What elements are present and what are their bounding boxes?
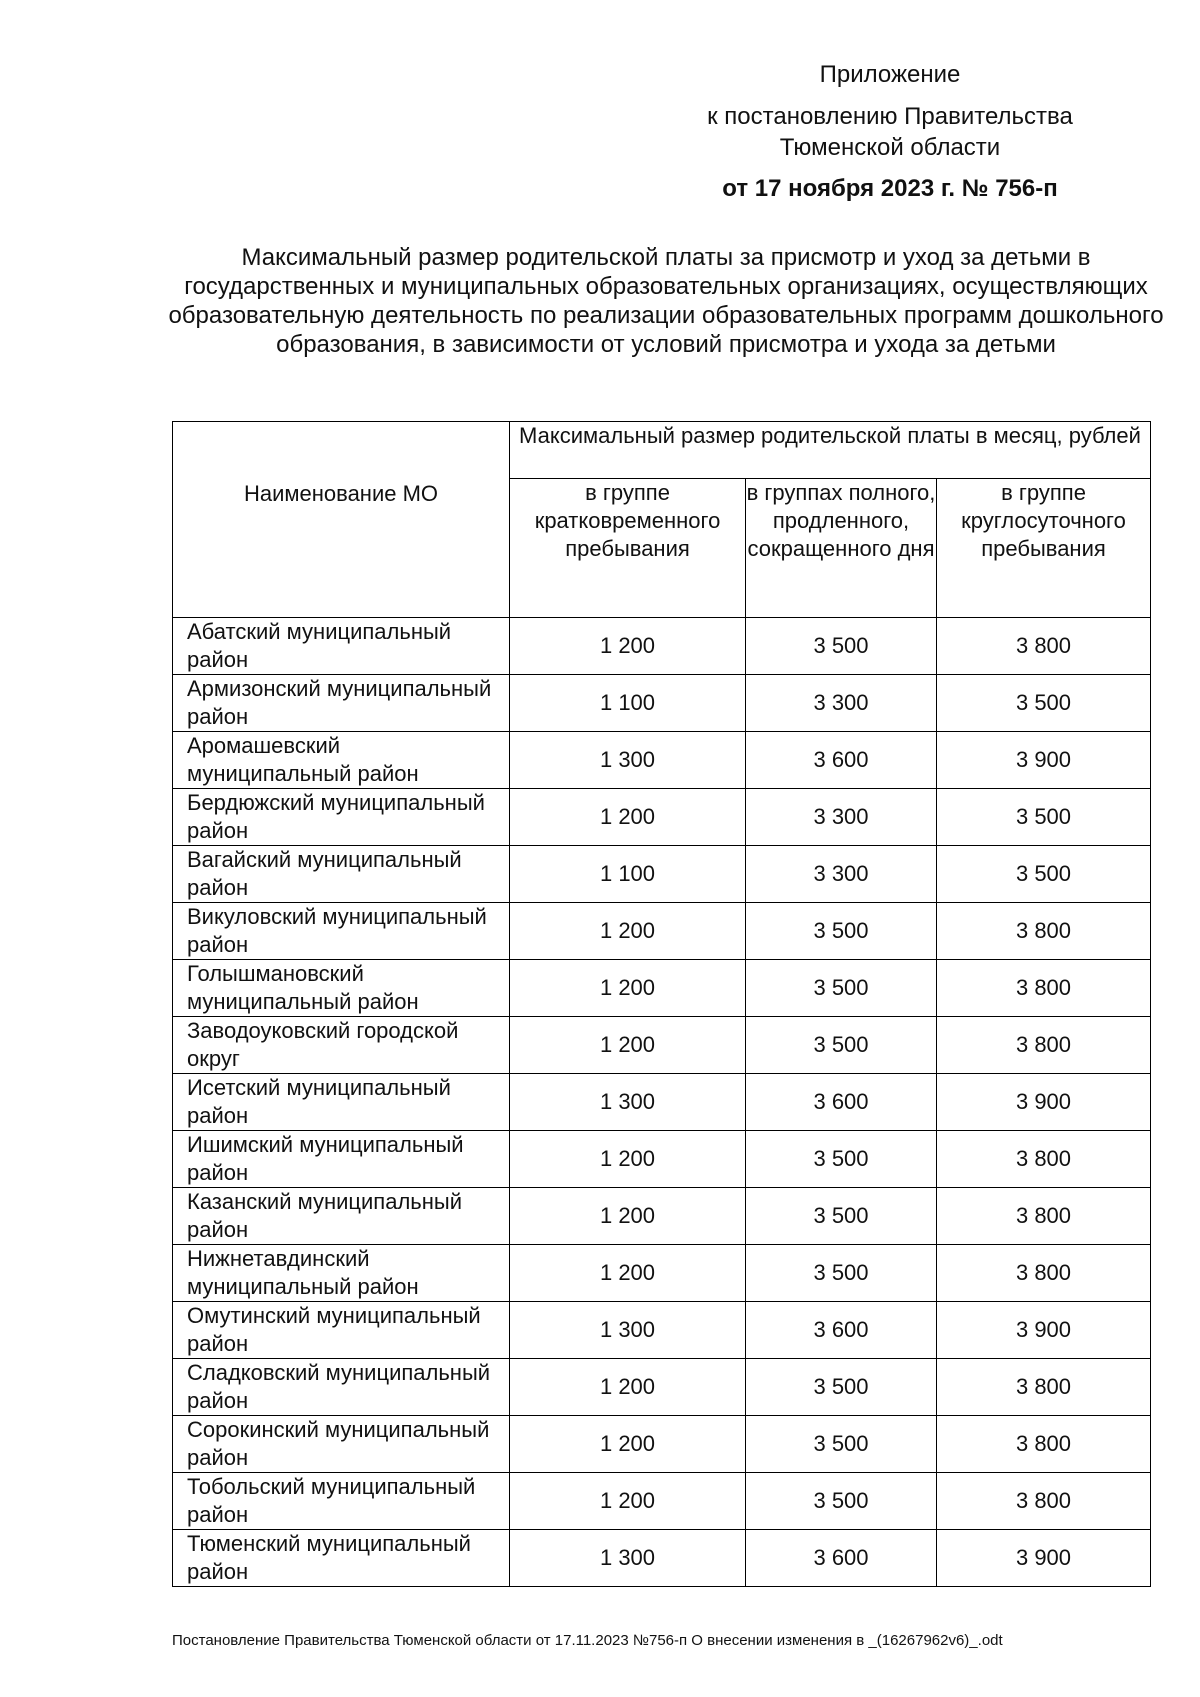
short-stay-fee-cell: 1 100 (510, 846, 746, 903)
table-row (173, 1131, 1151, 1188)
header-municipality: Наименование МО (173, 422, 510, 618)
appendix-date-number: от 17 ноября 2023 г. № 756-п (722, 175, 1058, 202)
round-the-clock-fee-cell: 3 800 (937, 960, 1151, 1017)
full-day-fee-cell: 3 500 (746, 1245, 937, 1302)
table-row (173, 846, 1151, 903)
full-day-fee-cell: 3 600 (746, 1302, 937, 1359)
round-the-clock-fee-cell: 3 900 (937, 1074, 1151, 1131)
short-stay-fee-cell: 1 300 (510, 1530, 746, 1587)
round-the-clock-fee-cell: 3 500 (937, 789, 1151, 846)
round-the-clock-fee-cell: 3 900 (937, 732, 1151, 789)
table-row (173, 1359, 1151, 1416)
municipality-cell: Сладковский муниципальный район (173, 1359, 510, 1416)
full-day-fee-cell: 3 600 (746, 1074, 937, 1131)
short-stay-fee-cell: 1 200 (510, 1359, 746, 1416)
full-day-fee-cell: 3 500 (746, 903, 937, 960)
municipality-cell: Ишимский муниципальный район (173, 1131, 510, 1188)
municipality-cell: Нижнетавдинский муниципальный район (173, 1245, 510, 1302)
full-day-fee-cell: 3 500 (746, 1359, 937, 1416)
full-day-fee-cell: 3 500 (746, 1188, 937, 1245)
full-day-fee-cell: 3 600 (746, 1530, 937, 1587)
table-row (173, 618, 1151, 675)
round-the-clock-fee-cell: 3 800 (937, 1017, 1151, 1074)
full-day-fee-cell: 3 500 (746, 618, 937, 675)
page-footer: Постановление Правительства Тюменской области от 17.11.2023 №756-п О внесении изменения в _(16267962v6)_.odt (172, 1632, 1003, 1649)
fee-table (172, 421, 1151, 1587)
table-row (173, 675, 1151, 732)
municipality-cell: Голышмановский муниципальный район (173, 960, 510, 1017)
short-stay-fee-cell: 1 200 (510, 1473, 746, 1530)
round-the-clock-fee-cell: 3 800 (937, 1131, 1151, 1188)
municipality-cell: Бердюжский муниципальный район (173, 789, 510, 846)
round-the-clock-fee-cell: 3 800 (937, 1473, 1151, 1530)
municipality-cell: Тюменский муниципальный район (173, 1530, 510, 1587)
round-the-clock-fee-cell: 3 500 (937, 675, 1151, 732)
round-the-clock-fee-cell: 3 900 (937, 1302, 1151, 1359)
round-the-clock-fee-cell: 3 800 (937, 1416, 1151, 1473)
short-stay-fee-cell: 1 200 (510, 1416, 746, 1473)
municipality-cell: Абатский муниципальный район (173, 618, 510, 675)
round-the-clock-fee-cell: 3 800 (937, 1359, 1151, 1416)
short-stay-fee-cell: 1 200 (510, 789, 746, 846)
table-row (173, 1074, 1151, 1131)
appendix-region-line: Тюменской области (779, 134, 1001, 161)
full-day-fee-cell: 3 500 (746, 960, 937, 1017)
municipality-cell: Исетский муниципальный район (173, 1074, 510, 1131)
table-row (173, 732, 1151, 789)
short-stay-fee-cell: 1 300 (510, 732, 746, 789)
table-row (173, 1245, 1151, 1302)
full-day-fee-cell: 3 500 (746, 1416, 937, 1473)
appendix-label: Приложение (819, 61, 961, 88)
header-max-fee-group: Максимальный размер родительской платы в месяц, рублей (510, 422, 1151, 479)
table-row (173, 789, 1151, 846)
table-row (173, 903, 1151, 960)
short-stay-fee-cell: 1 200 (510, 1131, 746, 1188)
municipality-cell: Викуловский муниципальный район (173, 903, 510, 960)
full-day-fee-cell: 3 600 (746, 732, 937, 789)
appendix-resolution-line: к постановлению Правительства (707, 103, 1073, 130)
municipality-cell: Аромашевский муниципальный район (173, 732, 510, 789)
short-stay-fee-cell: 1 200 (510, 960, 746, 1017)
fee-table-body (173, 618, 1151, 1587)
full-day-fee-cell: 3 300 (746, 789, 937, 846)
header-round-the-clock: в группе круглосуточного пребывания (937, 479, 1151, 618)
document-title: Максимальный размер родительской платы за присмотр и уход за детьми в государственных и муниципальных образовательных организациях, осуществляющих образовательную деятельность по реализации образовательных программ дошкольного образования, в зависимости от условий присмотра и ухода за детьми (168, 244, 1164, 358)
round-the-clock-fee-cell: 3 900 (937, 1530, 1151, 1587)
municipality-cell: Тобольский муниципальный район (173, 1473, 510, 1530)
round-the-clock-fee-cell: 3 800 (937, 618, 1151, 675)
municipality-cell: Казанский муниципальный район (173, 1188, 510, 1245)
round-the-clock-fee-cell: 3 800 (937, 1188, 1151, 1245)
short-stay-fee-cell: 1 200 (510, 618, 746, 675)
full-day-fee-cell: 3 500 (746, 1473, 937, 1530)
table-row (173, 1530, 1151, 1587)
municipality-cell: Армизонский муниципальный район (173, 675, 510, 732)
short-stay-fee-cell: 1 200 (510, 1245, 746, 1302)
full-day-fee-cell: 3 500 (746, 1017, 937, 1074)
header-full-day: в группах полного, продленного, сокращенного дня (746, 479, 937, 618)
table-row (173, 1302, 1151, 1359)
table-row (173, 1017, 1151, 1074)
table-row (173, 1416, 1151, 1473)
short-stay-fee-cell: 1 300 (510, 1074, 746, 1131)
round-the-clock-fee-cell: 3 800 (937, 903, 1151, 960)
short-stay-fee-cell: 1 300 (510, 1302, 746, 1359)
municipality-cell: Заводоуковский городской округ (173, 1017, 510, 1074)
municipality-cell: Сорокинский муниципальный район (173, 1416, 510, 1473)
table-row (173, 1473, 1151, 1530)
table-row (173, 960, 1151, 1017)
table-row (173, 1188, 1151, 1245)
full-day-fee-cell: 3 300 (746, 846, 937, 903)
short-stay-fee-cell: 1 200 (510, 1017, 746, 1074)
round-the-clock-fee-cell: 3 800 (937, 1245, 1151, 1302)
full-day-fee-cell: 3 500 (746, 1131, 937, 1188)
municipality-cell: Омутинский муниципальный район (173, 1302, 510, 1359)
short-stay-fee-cell: 1 200 (510, 903, 746, 960)
short-stay-fee-cell: 1 100 (510, 675, 746, 732)
full-day-fee-cell: 3 300 (746, 675, 937, 732)
short-stay-fee-cell: 1 200 (510, 1188, 746, 1245)
header-short-stay: в группе кратковременного пребывания (510, 479, 746, 618)
round-the-clock-fee-cell: 3 500 (937, 846, 1151, 903)
municipality-cell: Вагайский муниципальный район (173, 846, 510, 903)
